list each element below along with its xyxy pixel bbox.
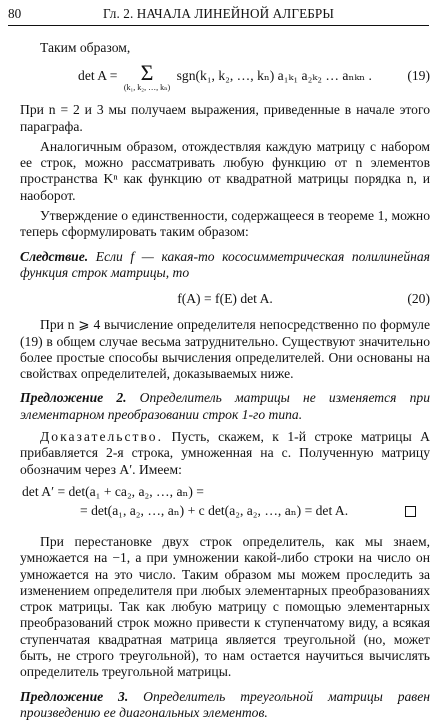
paragraph-n23: При n = 2 и 3 мы получаем выражения, приведенные в начале этого параграфа. (20, 102, 430, 134)
prop3-label: Предложение 3. (20, 688, 129, 704)
proof-text: Пусть, скажем, к 1-й строке матрицы A прибавляется 2-я строка, умноженная на c. Полученную матрицу обозначим через A′. Имеем: (20, 429, 430, 477)
corollary-text: Если f — какая-то кососимметрическая полилинейная функция строк матрицы, то (20, 248, 431, 280)
paragraph-uniqueness: Утверждение о единственности, содержащееся в теореме 1, можно теперь сформулировать таким образом: (20, 208, 430, 240)
page-body (20, 36, 430, 721)
proposition-3 (20, 689, 430, 721)
qed-square-icon (405, 506, 416, 517)
proof-equation (20, 484, 430, 526)
proof-eq-line2: = det(a₁, a₂, …, aₙ) + c det(a₂, a₂, …, aₙ) = det A. (80, 502, 349, 518)
paragraph-analogy: Аналогичным образом, отождествляя каждую матрицу с набором ее строк, можно рассматривать любую функцию от n элементов пространства Kⁿ как функцию от квадратной матрицы порядка n, и наоборот. (20, 138, 430, 203)
proposition-2 (20, 390, 430, 423)
sigma-symbol: Σ (140, 60, 154, 86)
corollary (20, 249, 430, 282)
equation-20 (20, 283, 430, 313)
proof-label: Доказательство. (40, 429, 164, 445)
page-number: 80 (8, 6, 22, 21)
chapter-title: Гл. 2. НАЧАЛА ЛИНЕЙНОЙ АЛГЕБРЫ (103, 6, 334, 21)
eq20-body: f(A) = f(E) det A. (177, 291, 273, 307)
eq20-number: (20) (407, 291, 430, 307)
eq19-right: sgn(k₁, k₂, …, kₙ) a₁ₖ₁ a₂ₖ₂ … aₙₖₙ . (176, 68, 372, 84)
prop3-text: Определитель треугольной матрицы равен произведению ее диагональных элементов. (20, 688, 430, 720)
equation-19 (20, 60, 430, 100)
paragraph-n4: При n ⩾ 4 вычисление определителя непосредственно по формуле (19) в общем случае весьма затруднительно. Существуют значительно более простые способы вычисления определителей. Они основаны на свойствах определителей, доказываемых ниже. (20, 317, 430, 382)
corollary-label: Следствие. (20, 248, 89, 264)
prop2-text: Определитель матрицы не изменяется при элементарном преобразовании строк 1-го типа. (20, 390, 430, 422)
paragraph-transformations: При перестановке двух строк определитель, как мы знаем, умножается на −1, а при умножении какой-либо строки на число он умножается на это число. Таким образом мы можем проследить за изменением определителя при любых элементарных преобразованиях строк матрицы. Так как любую матрицу с помощью элементарных преобразований строк можно привести к ступенчатому виду, а всякая ступенчатая квадратная матрица является треугольной (но, может быть, не строго треугольной), то нам остается научиться вычислять определитель треугольной матрицы. (20, 533, 430, 680)
eq19-left: det A = (78, 68, 118, 84)
prop2-label: Предложение 2. (20, 390, 127, 406)
eq19-number: (19) (407, 68, 430, 84)
header-rule (8, 25, 429, 26)
proof-eq-line1: det A′ = det(a₁ + ca₂, a₂, …, aₙ) = (22, 483, 204, 499)
sum-index: (k₁, k₂, …, kₙ) (123, 83, 171, 93)
page-header (8, 4, 429, 28)
proof (20, 429, 430, 478)
sum-operator (124, 62, 170, 92)
paragraph-intro: Таким образом, (40, 40, 131, 55)
